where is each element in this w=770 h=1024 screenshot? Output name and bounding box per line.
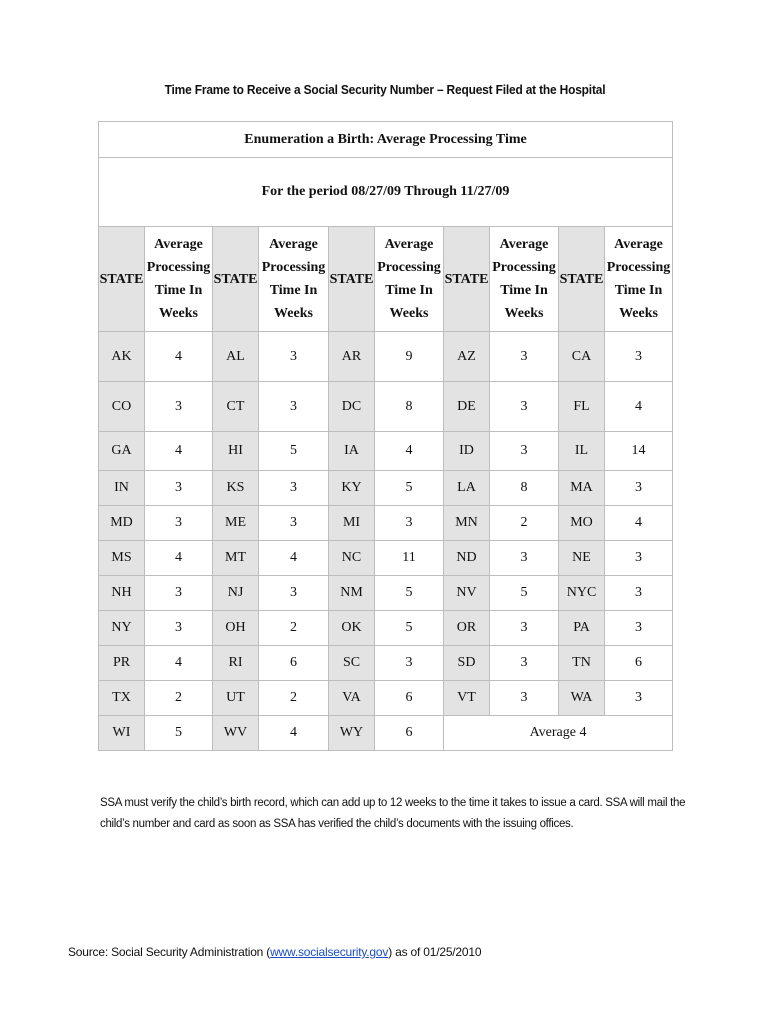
weeks-cell: 3	[490, 681, 559, 716]
state-cell: IA	[329, 432, 375, 471]
state-cell: AL	[213, 332, 259, 382]
state-cell: IN	[99, 471, 145, 506]
weeks-cell: 5	[375, 471, 444, 506]
column-header-line: Weeks	[504, 306, 544, 321]
weeks-cell: 11	[375, 541, 444, 576]
state-cell: MS	[99, 541, 145, 576]
state-cell: DE	[444, 382, 490, 432]
table-period: For the period 08/27/09 Through 11/27/09	[99, 158, 673, 227]
weeks-cell: 5	[145, 716, 213, 751]
column-header-line: Average	[269, 237, 318, 252]
table-heading: Enumeration a Birth: Average Processing Time	[99, 122, 673, 158]
column-header-processing-time	[375, 227, 444, 332]
state-cell: MN	[444, 506, 490, 541]
weeks-cell: 5	[375, 611, 444, 646]
weeks-cell: 5	[490, 576, 559, 611]
state-cell: OK	[329, 611, 375, 646]
weeks-cell: 3	[375, 646, 444, 681]
state-cell: VA	[329, 681, 375, 716]
state-cell: ND	[444, 541, 490, 576]
column-header-line: Processing	[606, 260, 671, 275]
weeks-cell: 3	[605, 541, 673, 576]
weeks-cell: 3	[605, 611, 673, 646]
column-header-line: Time In	[269, 283, 318, 298]
state-cell: CA	[559, 332, 605, 382]
column-header-line: Average	[499, 237, 549, 252]
weeks-cell: 3	[259, 332, 329, 382]
state-cell: NV	[444, 576, 490, 611]
column-header-row	[99, 227, 673, 332]
table-row	[99, 576, 673, 611]
table-row	[99, 541, 673, 576]
source-prefix: Source: Social Security Administration (	[68, 945, 271, 959]
table-row	[99, 611, 673, 646]
weeks-cell: 5	[375, 576, 444, 611]
state-cell: CO	[99, 382, 145, 432]
weeks-cell: 3	[490, 432, 559, 471]
column-header-state: STATE	[99, 227, 145, 332]
weeks-cell: 3	[259, 576, 329, 611]
state-cell: NC	[329, 541, 375, 576]
column-header-state: STATE	[559, 227, 605, 332]
state-cell: NY	[99, 611, 145, 646]
state-cell: OR	[444, 611, 490, 646]
weeks-cell: 4	[145, 432, 213, 471]
state-cell: RI	[213, 646, 259, 681]
state-cell: SD	[444, 646, 490, 681]
weeks-cell: 3	[490, 382, 559, 432]
column-header-state: STATE	[213, 227, 259, 332]
weeks-cell: 14	[605, 432, 673, 471]
state-cell: IL	[559, 432, 605, 471]
table-row	[99, 471, 673, 506]
weeks-cell: 5	[259, 432, 329, 471]
state-cell: NM	[329, 576, 375, 611]
table-row	[99, 432, 673, 471]
table-row	[99, 382, 673, 432]
column-header-processing-time	[605, 227, 673, 332]
state-cell: MD	[99, 506, 145, 541]
column-header-processing-time	[259, 227, 329, 332]
state-cell: TX	[99, 681, 145, 716]
state-cell: WY	[329, 716, 375, 751]
state-cell: AK	[99, 332, 145, 382]
column-header-line: Time In	[385, 283, 433, 298]
state-cell: TN	[559, 646, 605, 681]
column-header-line: Time In	[500, 283, 548, 298]
column-header-line: Weeks	[159, 306, 198, 321]
state-cell: OH	[213, 611, 259, 646]
state-cell: NJ	[213, 576, 259, 611]
weeks-cell: 3	[605, 471, 673, 506]
column-header-line: Time In	[614, 283, 663, 298]
weeks-cell: 4	[145, 541, 213, 576]
weeks-cell: 2	[259, 681, 329, 716]
state-cell: ID	[444, 432, 490, 471]
column-header-line: Processing	[377, 260, 441, 275]
column-header-state: STATE	[329, 227, 375, 332]
weeks-cell: 3	[259, 506, 329, 541]
weeks-cell: 3	[145, 471, 213, 506]
state-cell: WV	[213, 716, 259, 751]
weeks-cell: 3	[375, 506, 444, 541]
state-cell: ME	[213, 506, 259, 541]
weeks-cell: 4	[145, 646, 213, 681]
weeks-cell: 2	[490, 506, 559, 541]
state-cell: KS	[213, 471, 259, 506]
state-cell: PR	[99, 646, 145, 681]
table-row	[99, 716, 673, 751]
weeks-cell: 8	[375, 382, 444, 432]
state-cell: SC	[329, 646, 375, 681]
table-row	[99, 332, 673, 382]
column-header-line: Average	[154, 237, 203, 252]
state-cell: FL	[559, 382, 605, 432]
column-header-line: Average	[384, 237, 434, 252]
table-row	[99, 646, 673, 681]
state-cell: MT	[213, 541, 259, 576]
column-header-processing-time	[145, 227, 213, 332]
state-cell: AR	[329, 332, 375, 382]
column-header-line: Processing	[146, 260, 211, 275]
weeks-cell: 4	[375, 432, 444, 471]
source-link[interactable]: www.socialsecurity.gov	[270, 945, 389, 959]
state-cell: HI	[213, 432, 259, 471]
weeks-cell: 9	[375, 332, 444, 382]
source-line	[68, 945, 481, 959]
processing-time-table	[98, 121, 673, 751]
weeks-cell: 3	[490, 646, 559, 681]
column-header-processing-time	[490, 227, 559, 332]
column-header-line: Processing	[261, 260, 326, 275]
state-cell: VT	[444, 681, 490, 716]
weeks-cell: 6	[375, 716, 444, 751]
weeks-cell: 4	[145, 332, 213, 382]
column-header-line: Weeks	[389, 306, 429, 321]
weeks-cell: 3	[145, 576, 213, 611]
column-header-line: Weeks	[619, 306, 658, 321]
weeks-cell: 4	[605, 382, 673, 432]
state-cell: WA	[559, 681, 605, 716]
state-cell: GA	[99, 432, 145, 471]
column-header-line: Processing	[492, 260, 556, 275]
state-cell: MI	[329, 506, 375, 541]
weeks-cell: 3	[605, 681, 673, 716]
state-cell: KY	[329, 471, 375, 506]
state-cell: CT	[213, 382, 259, 432]
weeks-cell: 3	[490, 541, 559, 576]
weeks-cell: 6	[259, 646, 329, 681]
weeks-cell: 3	[490, 611, 559, 646]
document-title: Time Frame to Receive a Social Security Number – Request Filed at the Hospital	[164, 82, 606, 97]
weeks-cell: 3	[145, 611, 213, 646]
state-cell: LA	[444, 471, 490, 506]
weeks-cell: 6	[605, 646, 673, 681]
overall-average-cell: Average 4	[444, 716, 673, 751]
weeks-cell: 2	[259, 611, 329, 646]
column-header-line: Weeks	[274, 306, 313, 321]
weeks-cell: 4	[259, 716, 329, 751]
column-header-line: Average	[614, 237, 663, 252]
weeks-cell: 3	[145, 382, 213, 432]
state-cell: NYC	[559, 576, 605, 611]
state-cell: UT	[213, 681, 259, 716]
weeks-cell: 2	[145, 681, 213, 716]
column-header-line: Time In	[154, 283, 203, 298]
state-cell: DC	[329, 382, 375, 432]
state-cell: MA	[559, 471, 605, 506]
weeks-cell: 4	[259, 541, 329, 576]
weeks-cell: 3	[145, 506, 213, 541]
weeks-cell: 3	[605, 576, 673, 611]
table-row	[99, 506, 673, 541]
weeks-cell: 6	[375, 681, 444, 716]
state-cell: NE	[559, 541, 605, 576]
weeks-cell: 8	[490, 471, 559, 506]
verification-note: SSA must verify the child’s birth record, which can add up to 12 weeks to the time it takes to issue a card. SSA will mail the child’s number and card as soon as SSA has verified the child’s documents with the issuing offices.	[100, 797, 686, 830]
table-row	[99, 681, 673, 716]
weeks-cell: 3	[259, 382, 329, 432]
state-cell: MO	[559, 506, 605, 541]
state-cell: NH	[99, 576, 145, 611]
weeks-cell: 3	[490, 332, 559, 382]
state-cell: PA	[559, 611, 605, 646]
state-cell: AZ	[444, 332, 490, 382]
weeks-cell: 4	[605, 506, 673, 541]
state-cell: WI	[99, 716, 145, 751]
weeks-cell: 3	[605, 332, 673, 382]
column-header-state: STATE	[444, 227, 490, 332]
source-suffix: ) as of 01/25/2010	[388, 945, 482, 959]
weeks-cell: 3	[259, 471, 329, 506]
